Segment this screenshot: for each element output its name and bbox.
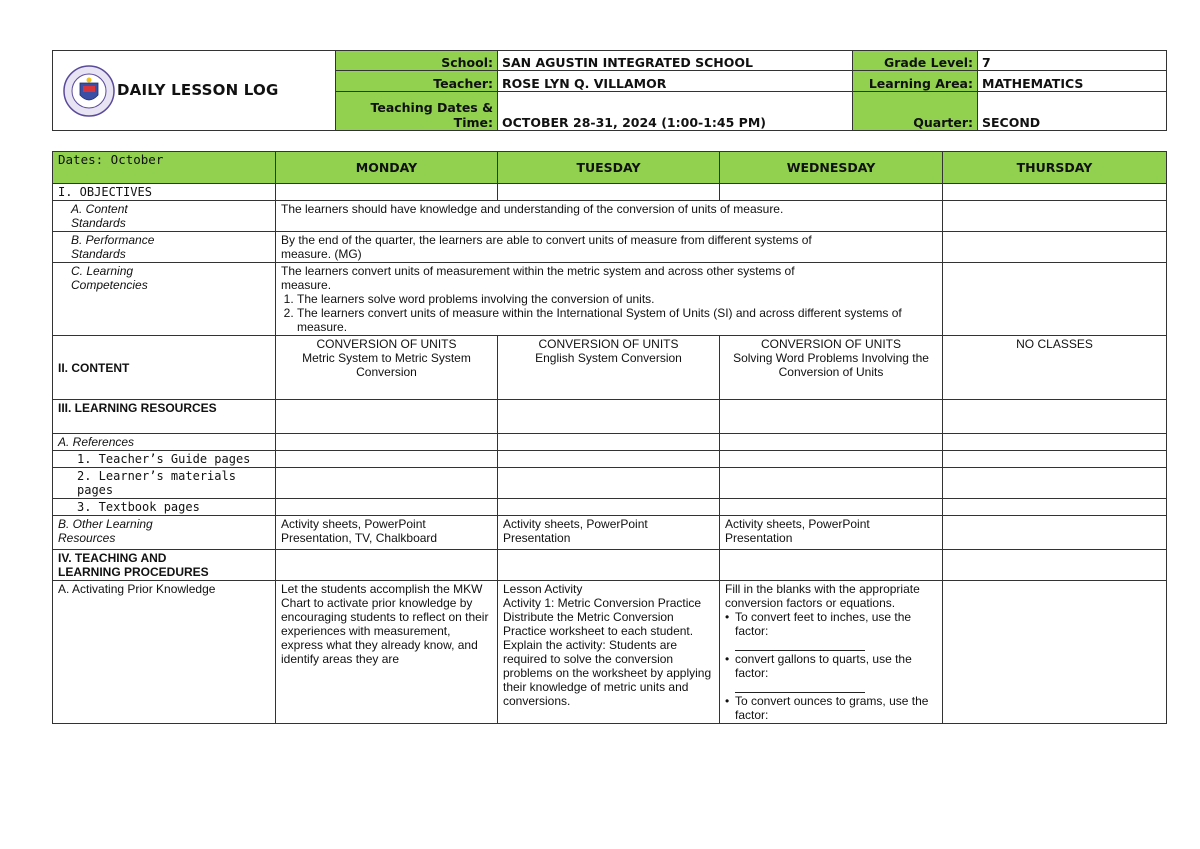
document-title: DAILY LESSON LOG bbox=[117, 81, 279, 99]
list-item-text: To convert feet to inches, use the factor: bbox=[735, 610, 912, 638]
learning-competencies-text bbox=[276, 263, 943, 336]
list-item: 1. The learners solve word problems involving the conversion of units. bbox=[297, 292, 937, 306]
tuesday-resources: Activity sheets, PowerPoint Presentation bbox=[498, 516, 720, 550]
topic-subtitle: Metric System to Metric System Conversion bbox=[302, 351, 471, 379]
procedure-line: Fill in the blanks with the appropriate conversion factors or equations. bbox=[725, 582, 920, 610]
label-line: B. Performance bbox=[71, 233, 155, 247]
dates-label-line1: Teaching Dates & bbox=[370, 100, 493, 115]
empty-cell bbox=[943, 201, 1167, 232]
empty-cell bbox=[720, 468, 943, 499]
label-line: B. Other Learning bbox=[58, 517, 153, 531]
topic-title: CONVERSION OF UNITS bbox=[316, 337, 457, 351]
empty-cell bbox=[498, 550, 720, 581]
empty-cell bbox=[943, 581, 1167, 724]
objectives-heading: I. OBJECTIVES bbox=[53, 184, 276, 201]
empty-cell bbox=[720, 400, 943, 434]
empty-cell bbox=[498, 468, 720, 499]
other-resources-label bbox=[53, 516, 276, 550]
text-line: measure. (MG) bbox=[281, 247, 362, 261]
monday-content bbox=[276, 336, 498, 400]
monday-procedure: Let the students accomplish the MKW Chart to activate prior knowledge by encouraging students to reflect on their experiences with measurement, express what they already know, and identify areas they are bbox=[276, 581, 498, 724]
header-table bbox=[52, 50, 1167, 131]
wednesday-procedure bbox=[720, 581, 943, 724]
column-header-thursday: THURSDAY bbox=[943, 152, 1167, 184]
dates-label bbox=[336, 92, 498, 131]
empty-cell bbox=[276, 451, 498, 468]
text-line: measure. bbox=[281, 278, 332, 292]
textbook-label: 3. Textbook pages bbox=[53, 499, 276, 516]
school-label: School: bbox=[336, 51, 498, 71]
learning-competencies-label bbox=[53, 263, 276, 336]
teacher-guide-label: 1. Teacher’s Guide pages bbox=[53, 451, 276, 468]
procedure-line: Lesson Activity bbox=[503, 582, 583, 596]
empty-cell bbox=[498, 499, 720, 516]
tuesday-content bbox=[498, 336, 720, 400]
performance-standards-label bbox=[53, 232, 276, 263]
area-label: Learning Area: bbox=[853, 71, 978, 92]
label-line: Standards bbox=[71, 216, 126, 230]
list-item-text: convert gallons to quarts, use the factor: bbox=[735, 652, 912, 680]
deped-seal-icon bbox=[63, 65, 115, 117]
content-standards-text: The learners should have knowledge and understanding of the conversion of units of measure. bbox=[276, 201, 943, 232]
empty-cell bbox=[720, 499, 943, 516]
answer-blank bbox=[735, 680, 865, 693]
label-line: Resources bbox=[58, 531, 116, 545]
column-header-wednesday: WEDNESDAY bbox=[720, 152, 943, 184]
empty-cell bbox=[943, 232, 1167, 263]
empty-cell bbox=[943, 400, 1167, 434]
empty-cell bbox=[943, 550, 1167, 581]
empty-cell bbox=[720, 184, 943, 201]
empty-cell bbox=[276, 499, 498, 516]
teacher-value: ROSE LYN Q. VILLAMOR bbox=[498, 71, 853, 92]
empty-cell bbox=[276, 434, 498, 451]
tuesday-procedure bbox=[498, 581, 720, 724]
content-standards-label bbox=[53, 201, 276, 232]
empty-cell bbox=[498, 184, 720, 201]
list-item bbox=[735, 652, 937, 694]
monday-resources: Activity sheets, PowerPoint Presentation, TV, Chalkboard bbox=[276, 516, 498, 550]
teacher-label: Teacher: bbox=[336, 71, 498, 92]
list-item bbox=[735, 694, 937, 722]
grade-value: 7 bbox=[978, 51, 1167, 71]
wednesday-resources: Activity sheets, PowerPoint Presentation bbox=[720, 516, 943, 550]
answer-blank bbox=[735, 638, 865, 651]
empty-cell bbox=[276, 184, 498, 201]
column-header-dates: Dates: October bbox=[53, 152, 276, 184]
list-item: 2. The learners convert units of measure within the International System of Units (SI) and across different systems of measure. bbox=[297, 306, 937, 334]
column-header-tuesday: TUESDAY bbox=[498, 152, 720, 184]
competencies-list bbox=[281, 292, 937, 334]
logo-cell bbox=[53, 51, 336, 131]
performance-standards-text bbox=[276, 232, 943, 263]
topic-subtitle: English System Conversion bbox=[535, 351, 682, 365]
conversion-list bbox=[725, 610, 937, 722]
empty-cell bbox=[943, 451, 1167, 468]
empty-cell bbox=[720, 434, 943, 451]
references-label: A. References bbox=[53, 434, 276, 451]
lesson-log-table bbox=[52, 151, 1167, 724]
procedure-line: Activity 1: Metric Conversion Practice bbox=[503, 596, 702, 610]
list-item bbox=[735, 610, 937, 652]
procedure-line: Distribute the Metric Conversion Practice worksheet to each student. Explain the activity: Students are required to solve the conversion problems on the worksheet by applying their knowledge of metric units and conversions. bbox=[503, 610, 712, 708]
empty-cell bbox=[943, 263, 1167, 336]
empty-cell bbox=[720, 550, 943, 581]
wednesday-content bbox=[720, 336, 943, 400]
heading-line: IV. TEACHING AND bbox=[58, 551, 167, 565]
empty-cell bbox=[943, 184, 1167, 201]
empty-cell bbox=[943, 468, 1167, 499]
empty-cell bbox=[276, 468, 498, 499]
empty-cell bbox=[498, 434, 720, 451]
label-line: 2. Learner’s materials bbox=[77, 469, 236, 483]
empty-cell bbox=[276, 550, 498, 581]
procedures-heading bbox=[53, 550, 276, 581]
empty-cell bbox=[943, 434, 1167, 451]
empty-cell bbox=[943, 516, 1167, 550]
thursday-content: NO CLASSES bbox=[943, 336, 1167, 400]
label-line: A. Content bbox=[71, 202, 128, 216]
empty-cell bbox=[943, 499, 1167, 516]
quarter-label: Quarter: bbox=[853, 92, 978, 131]
school-value: SAN AGUSTIN INTEGRATED SCHOOL bbox=[498, 51, 853, 71]
column-header-monday: MONDAY bbox=[276, 152, 498, 184]
prior-knowledge-label: A. Activating Prior Knowledge bbox=[53, 581, 276, 724]
list-item-text: To convert ounces to grams, use the factor: bbox=[735, 694, 929, 722]
text-line: By the end of the quarter, the learners are able to convert units of measure from different systems of bbox=[281, 233, 812, 247]
label-line: Standards bbox=[71, 247, 126, 261]
dates-label-line2: Time: bbox=[453, 115, 493, 130]
empty-cell bbox=[498, 451, 720, 468]
topic-title: CONVERSION OF UNITS bbox=[538, 337, 679, 351]
empty-cell bbox=[720, 451, 943, 468]
grade-label: Grade Level: bbox=[853, 51, 978, 71]
area-value: MATHEMATICS bbox=[978, 71, 1167, 92]
quarter-value: SECOND bbox=[978, 92, 1167, 131]
label-line: Competencies bbox=[71, 278, 148, 292]
resources-heading: III. LEARNING RESOURCES bbox=[53, 400, 276, 434]
text-line: The learners convert units of measurement within the metric system and across other systems of bbox=[281, 264, 795, 278]
content-heading: II. CONTENT bbox=[53, 336, 276, 400]
empty-cell bbox=[276, 400, 498, 434]
dates-value: OCTOBER 28-31, 2024 (1:00-1:45 PM) bbox=[498, 92, 853, 131]
heading-line: LEARNING PROCEDURES bbox=[58, 565, 209, 579]
learner-materials-label bbox=[53, 468, 276, 499]
label-line: C. Learning bbox=[71, 264, 134, 278]
topic-subtitle: Solving Word Problems Involving the Conversion of Units bbox=[733, 351, 929, 379]
empty-cell bbox=[498, 400, 720, 434]
header-section bbox=[52, 50, 1166, 131]
lesson-log-section bbox=[52, 151, 1166, 724]
topic-title: CONVERSION OF UNITS bbox=[760, 337, 901, 351]
label-line: pages bbox=[77, 483, 114, 497]
